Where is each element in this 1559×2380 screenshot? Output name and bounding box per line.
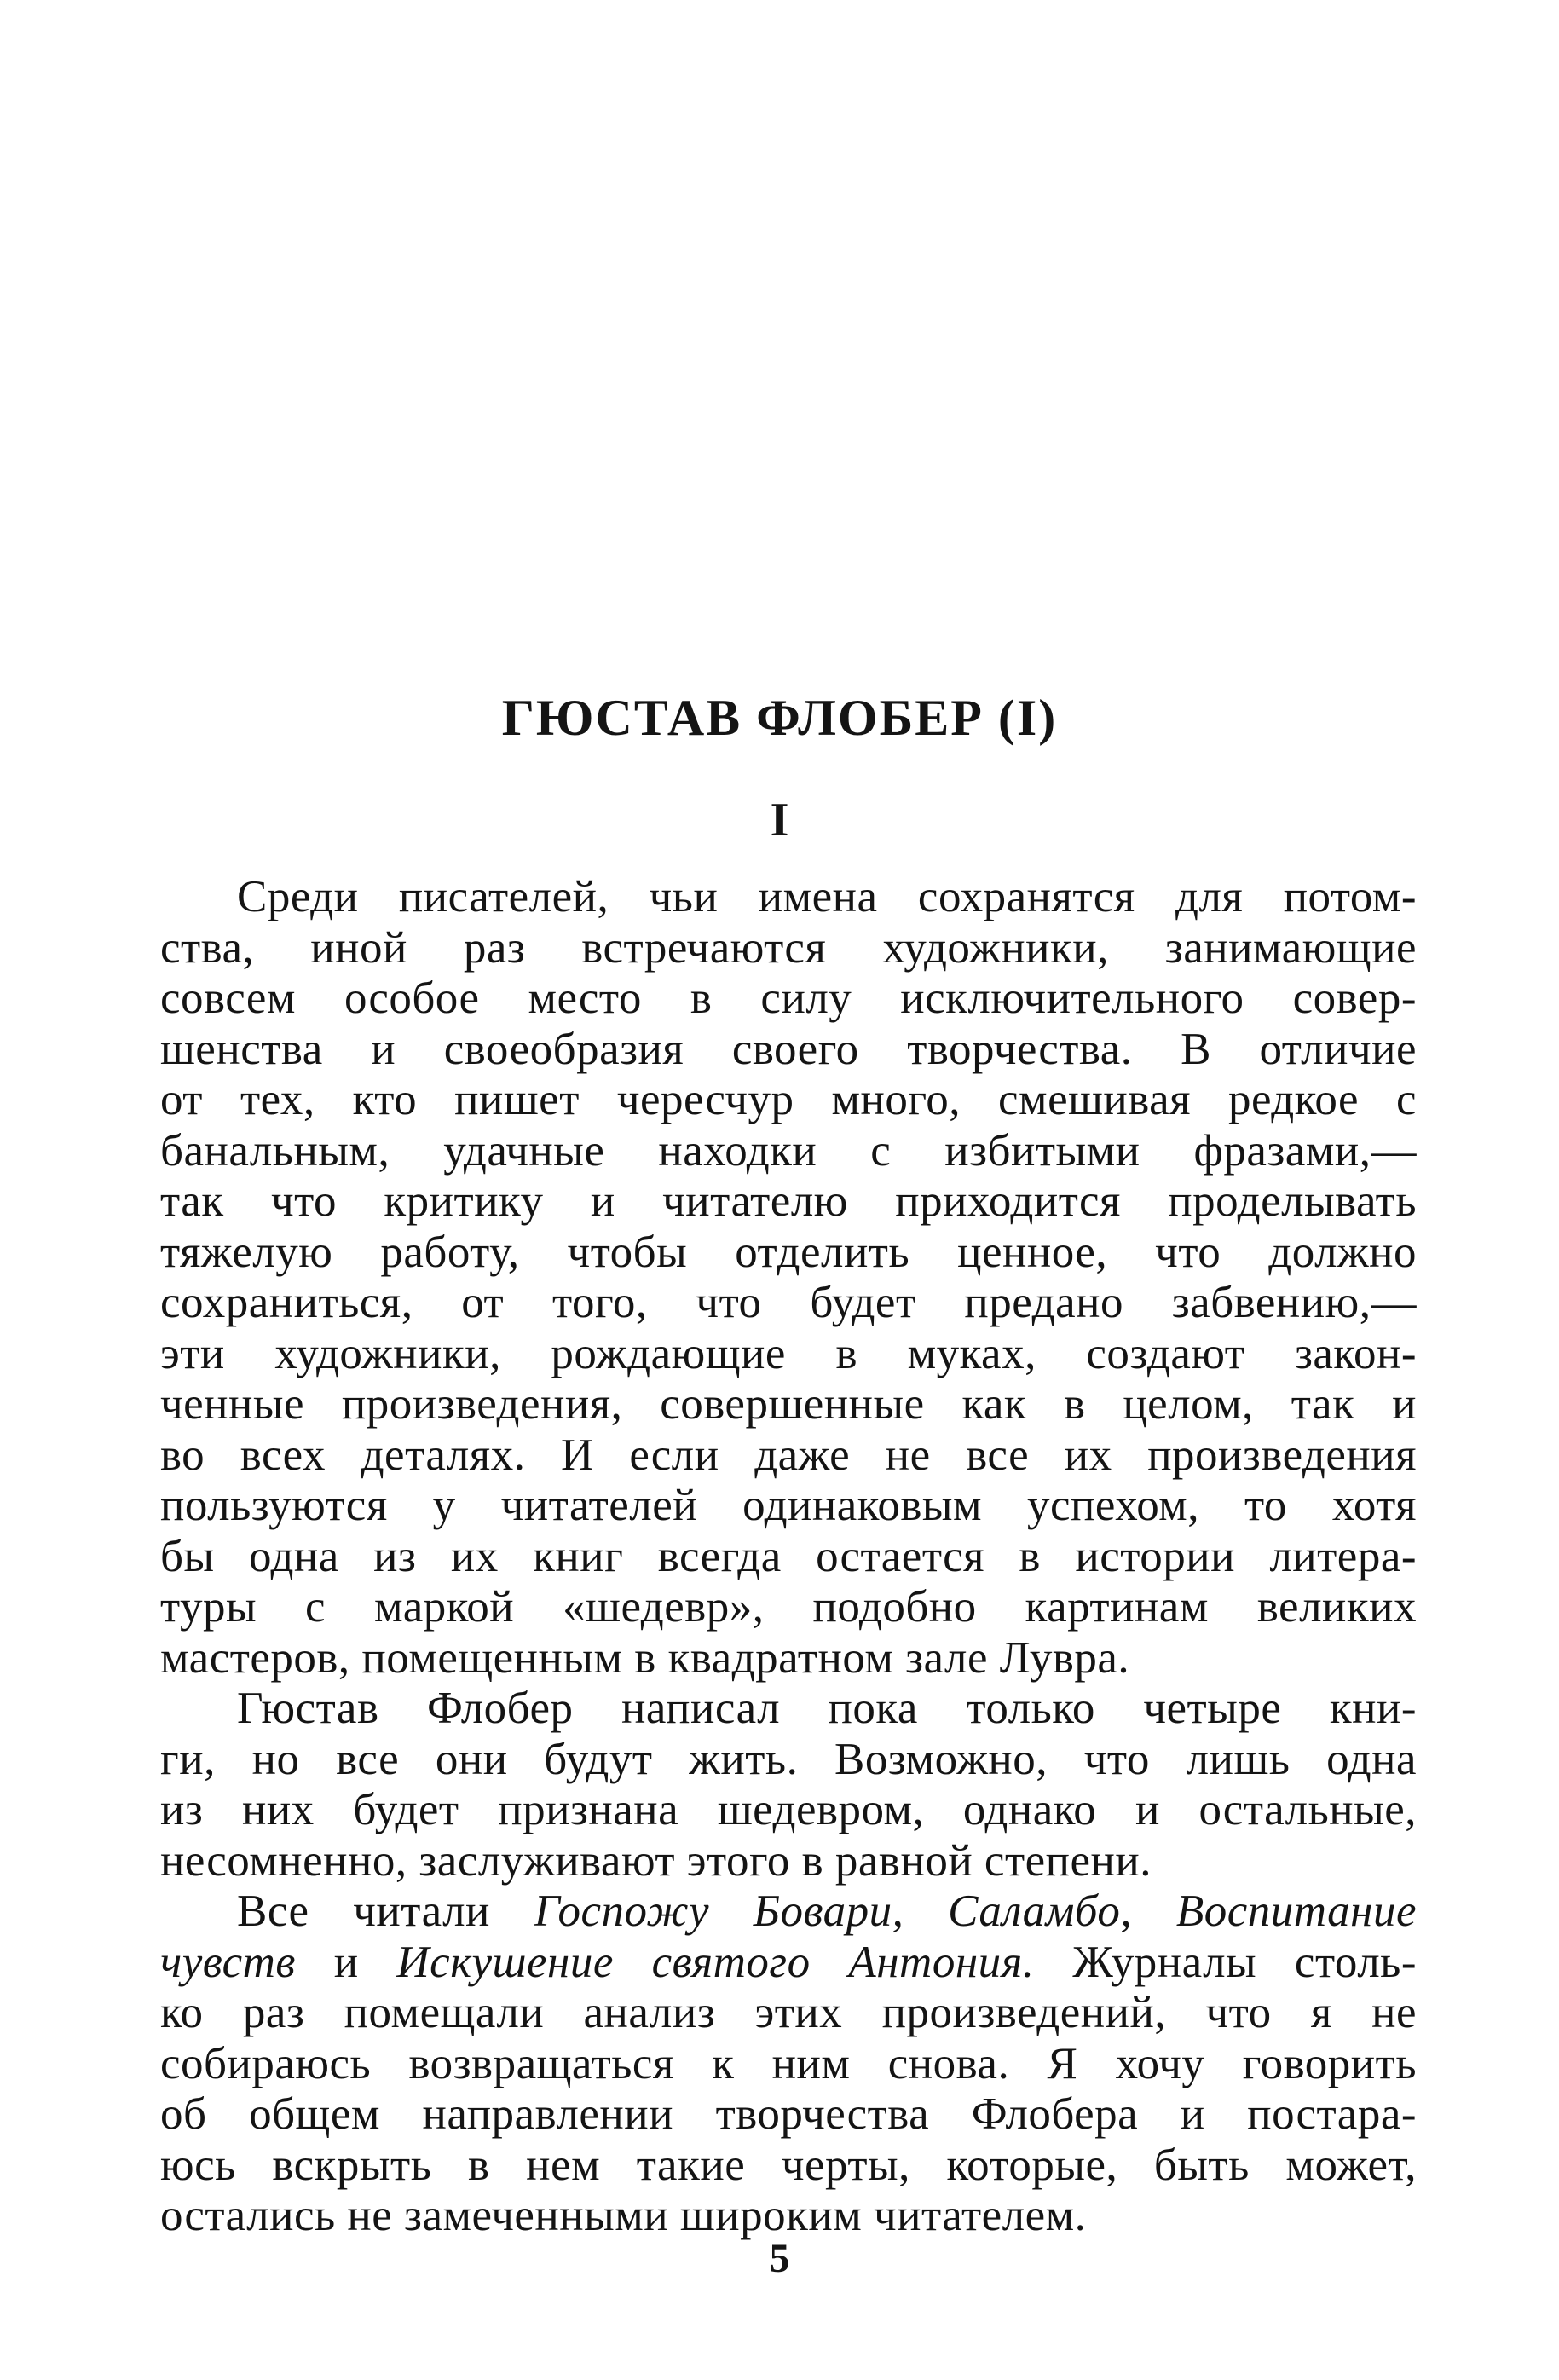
text-line: сохраниться, от того, что будет предано забвению,— xyxy=(160,1278,1417,1327)
text-line: ства, иной раз встречаются художники, занимающие xyxy=(160,922,1417,973)
chapter-number: I xyxy=(770,794,789,846)
book-title-italic: Искушение святого Антония. xyxy=(396,1937,1035,1987)
text-line: ко раз помещали анализ этих произведений, что я не xyxy=(160,1988,1417,2037)
text-line: бы одна из их книг всегда остается в истории литера- xyxy=(160,1531,1417,1581)
paragraph-2 xyxy=(160,1684,1417,1886)
text-line: совсем особое место в силу исключительного совер- xyxy=(160,973,1417,1023)
text-line: Среди писателей, чьи имена сохранятся для потом- xyxy=(237,872,1417,921)
text-line: шенства и своеобразия своего творчества. В отличие xyxy=(160,1024,1417,1074)
text-line: об общем направлении творчества Флобера и постара- xyxy=(160,2089,1417,2139)
text-line: собираюсь возвращаться к ним снова. Я хочу говорить xyxy=(160,2038,1417,2088)
book-titles-italic: Госпожу Бовари, Саламбо, Воспитание xyxy=(534,1886,1417,1936)
paragraph-1 xyxy=(160,872,1417,1684)
text-line: ги, но все они будут жить. Возможно, что лишь одна xyxy=(160,1734,1417,1784)
text-line: Гюстав Флобер написал пока только четыре кни- xyxy=(237,1684,1417,1733)
text-line xyxy=(160,1938,1417,1989)
text-line: так что критику и читателю приходится проделывать xyxy=(160,1176,1417,1226)
text-line: из них будет признана шедевром, однако и остальные, xyxy=(160,1785,1417,1834)
text-line xyxy=(160,1886,1417,1938)
text-line: мастеров, помещенным в квадратном зале Лувра. xyxy=(160,1632,1130,1683)
text-line: тяжелую работу, чтобы отделить ценное, что должно xyxy=(160,1227,1417,1277)
page-number: 5 xyxy=(769,2236,790,2281)
text-run: Все читали xyxy=(237,1886,534,1936)
text-line: несомненно, заслуживают этого в равной степени. xyxy=(160,1835,1152,1886)
text-line: туры с маркой «шедевр», подобно картинам великих xyxy=(160,1582,1417,1632)
text-line: банальным, удачные находки с избитыми фразами,— xyxy=(160,1125,1417,1176)
book-title-italic: чувств xyxy=(160,1937,296,1987)
text-line: от тех, кто пишет чересчур много, смешивая редкое с xyxy=(160,1075,1417,1124)
paragraph-3 xyxy=(160,1886,1417,2242)
page-title: ГЮСТАВ ФЛОБЕР (I) xyxy=(501,690,1058,746)
text-line: ченные произведения, совершенные как в целом, так и xyxy=(160,1379,1417,1429)
text-line: остались не замеченными широким читателем. xyxy=(160,2191,1087,2240)
text-line: эти художники, рождающие в муках, создают закон- xyxy=(160,1328,1417,1378)
body-text xyxy=(160,872,1417,2242)
text-run: Журналы столь- xyxy=(1034,1937,1417,1987)
text-line: пользуются у читателей одинаковым успехом, то хотя xyxy=(160,1481,1417,1530)
text-line: юсь вскрыть в нем такие черты, которые, быть может, xyxy=(160,2140,1417,2190)
text-line: во всех деталях. И если даже не все их произведения xyxy=(160,1430,1417,1480)
text-run: и xyxy=(295,1937,397,1987)
